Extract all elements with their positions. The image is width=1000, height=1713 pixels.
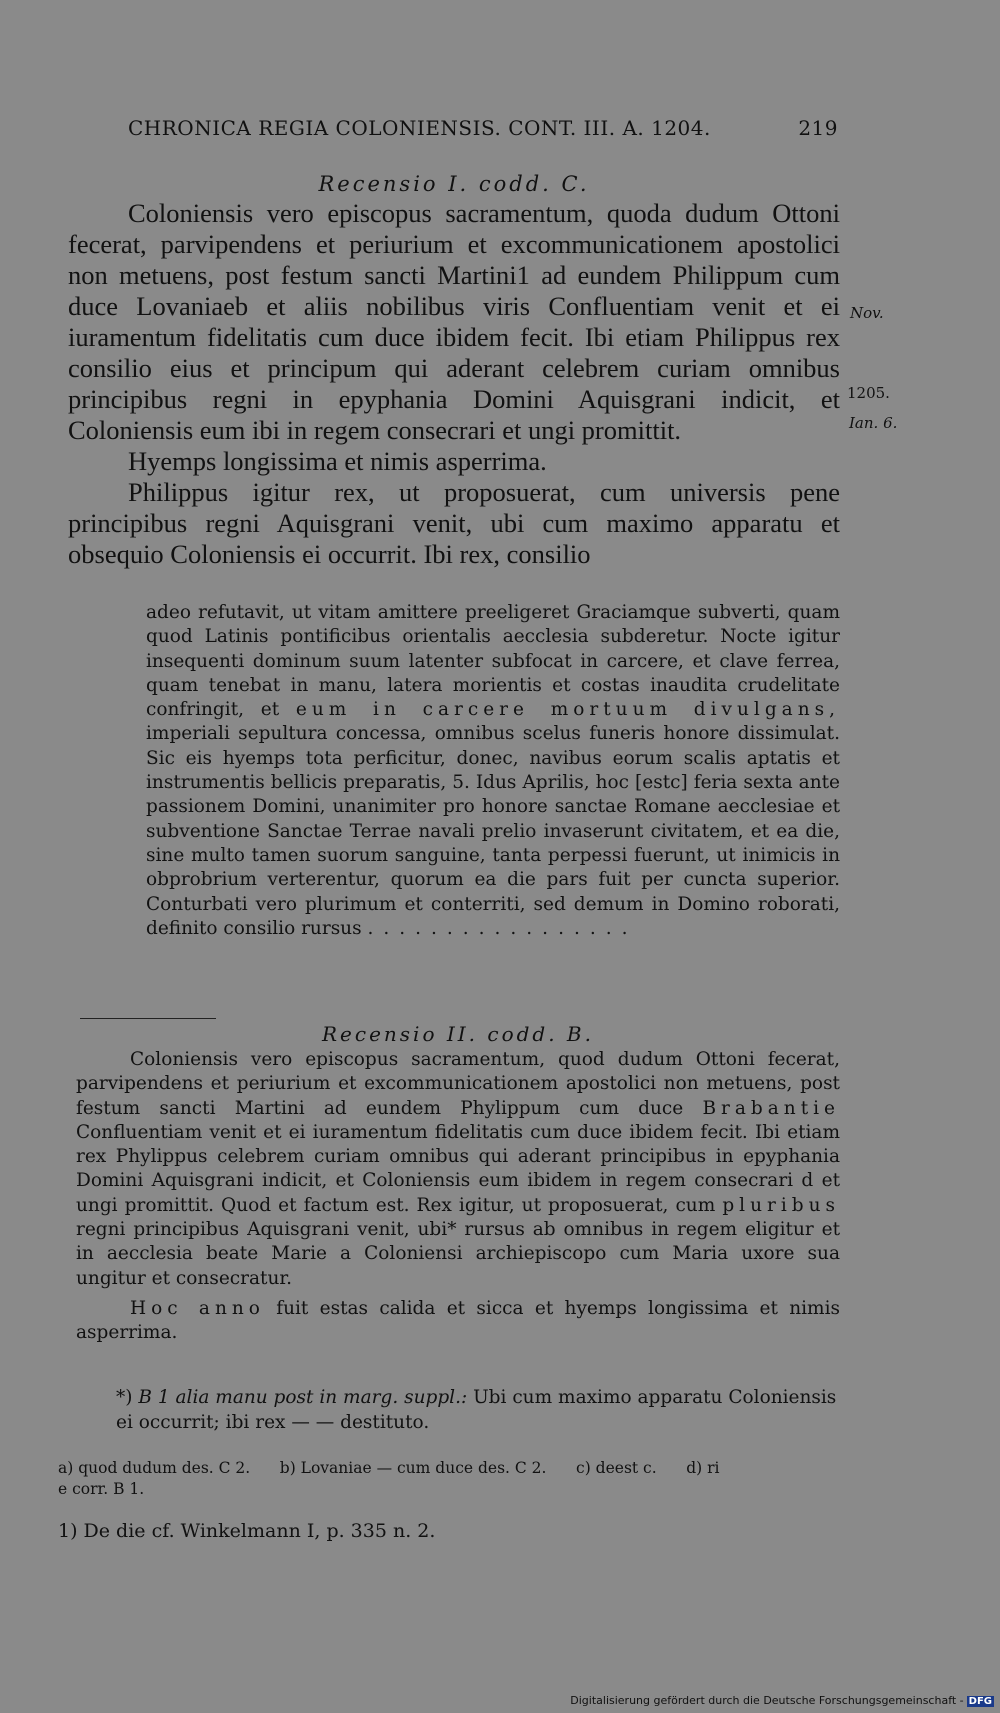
star-note-marker: *) [116,1387,133,1408]
credit-text: Digitalisierung gefördert durch die Deutsche Forschungsgemeinschaft - [570,1694,964,1707]
dfg-logo: DFG [968,1696,992,1707]
recensio-1-paragraph-3: Philippus igitur rex, ut proposuerat, cum universis pene principibus regni Aquisgrani venit, ubi cum maximo apparatu et obsequio Coloniensis ei occurrit. Ibi rex, consilio [68,477,840,569]
margin-note-nov: Nov. [850,304,884,322]
star-note [116,1385,840,1435]
section-divider [80,1018,216,1019]
recensio-1-paragraph-1: Coloniensis vero episcopus sacramentum, quoda dudum Ottoni fecerat, parvipendens et periurium et excommunicationem apostolici non metuens, post festum sancti Martini1 ad eundem Philippum cum duce Lovaniaeb et aliis nobilibus viris Confluentiam venit et ei iuramentum fidelitatis cum duce ibidem fecit. Ibi etiam Philippus rex consilio eius et principum qui aderant celebrem curiam omnibus principibus regni in epyphania Domini Aquisgrani indicit, et Coloniensis eum ibi in regem consecrari et ungi promittit. [68,198,840,445]
recensio-2-text-a: Coloniensis vero episcopus sacramentum, quod dudum Ottoni fecerat, parvipendens et periurium et excommunicationem apostolici non metuens, post festum sancti Martini ad eundem Phylippum cum duce [76,1049,840,1119]
margin-note-year: 1205. [847,384,890,402]
continuation-text-2: imperiali sepultura concessa, omnibus scelus funeris honore dissimulat. Sic eis hyemps tota perficitur, donec, navibus eorum scalis aptatis et instrumentis bellicis preparatis, 5. Idus Aprilis, hoc [estc] feria sexta ante passionem Domini, unanimiter pro honore sanctae Romane aecclesiae et subventione Sanctae Terrae navali prelio invaserunt civitatem, et ea die, sine multo tamen suorum sanguine, tanta perpessi fuerunt, ut inimicis in obprobrium verterentur, quorum ea die pars fuit per cuncta superior. Conturbati vero plurimum et conterriti, sed demum in Domino roborati, definito consilio rursus [146,723,840,939]
continuation-text [146,601,840,941]
digitization-credit [570,1694,994,1707]
recensio-2-spaced-b: pluribus [722,1194,840,1216]
continuation-dots: ................. [367,917,638,939]
star-note-italic: alia manu post in marg. suppl.: [175,1387,468,1408]
continuation-spaced: eum in carcere mortuum divulgans, [295,699,840,721]
recensio-1-paragraph-2: Hyemps longissima et nimis asperrima. [128,446,547,476]
recensio-2-text-c: regni principibus Aquisgrani venit, ubi* rursus ab omnibus in regem eligitur et in aecclesia beate Marie a Coloniensi archiepiscopo cum Maria uxore sua ungitur et consecratur. [76,1219,840,1289]
recensio-1-heading: Recensio I. codd. C. [318,172,590,196]
recensio-1 [68,172,840,570]
running-head [128,116,838,140]
margin-note-ian: Ian. 6. [849,414,898,432]
star-note-siglum: B 1 [138,1387,170,1408]
recensio-2-spaced-c: Hoc anno [130,1297,265,1319]
recensio-2-heading: Recensio II. codd. B. [321,1022,594,1046]
recensio-2 [76,1022,840,1346]
apparatus-line-1: a) quod dudum des. C 2. b) Lovaniae — cum duce des. C 2. c) deest c. d) ri [58,1459,720,1477]
recensio-2-text-d: fuit estas calida et sicca et hyemps longissima et nimis asperrima. [76,1297,840,1344]
footnote-1: 1) De die cf. Winkelmann I, p. 335 n. 2. [58,1520,436,1542]
running-head-title: CHRONICA REGIA COLONIENSIS. CONT. III. A. 1204. [128,116,711,140]
star-note-text: Ubi cum maximo apparatu Coloniensis ei occurrit; ibi rex — — destituto. [116,1387,837,1433]
continuation-text-1: adeo refutavit, ut vitam amittere preeligeret Graciamque subverti, quam quod Latinis pontificibus orientalis aecclesia subderetur. Nocte igitur insequenti dominum suum latenter subfocat in carcere, et clave ferrea, quam tenebat in manu, latera morientis et costas inaudita crudelitate confringit, et [146,602,840,721]
apparatus-line-2: e corr. B 1. [58,1480,145,1498]
continuation-block [146,601,840,941]
page-number: 219 [798,116,838,140]
recensio-2-spaced-a: Brabantie [702,1097,840,1119]
critical-apparatus [58,1458,848,1500]
recensio-2-paragraph-1 [76,1048,840,1291]
recensio-2-text-b: Confluentiam venit et ei iuramentum fidelitatis cum duce ibidem fecit. Ibi etiam rex Phylippus celebrem curiam omnibus qui aderant principibus in epyphania Domini Aquisgrani indicit, et Coloniensis eum ibidem in regem consecrari d et ungi promittit. Quod et factum est. Rex igitur, ut proposuerat, cum [76,1121,840,1216]
recensio-2-paragraph-2 [76,1297,840,1346]
